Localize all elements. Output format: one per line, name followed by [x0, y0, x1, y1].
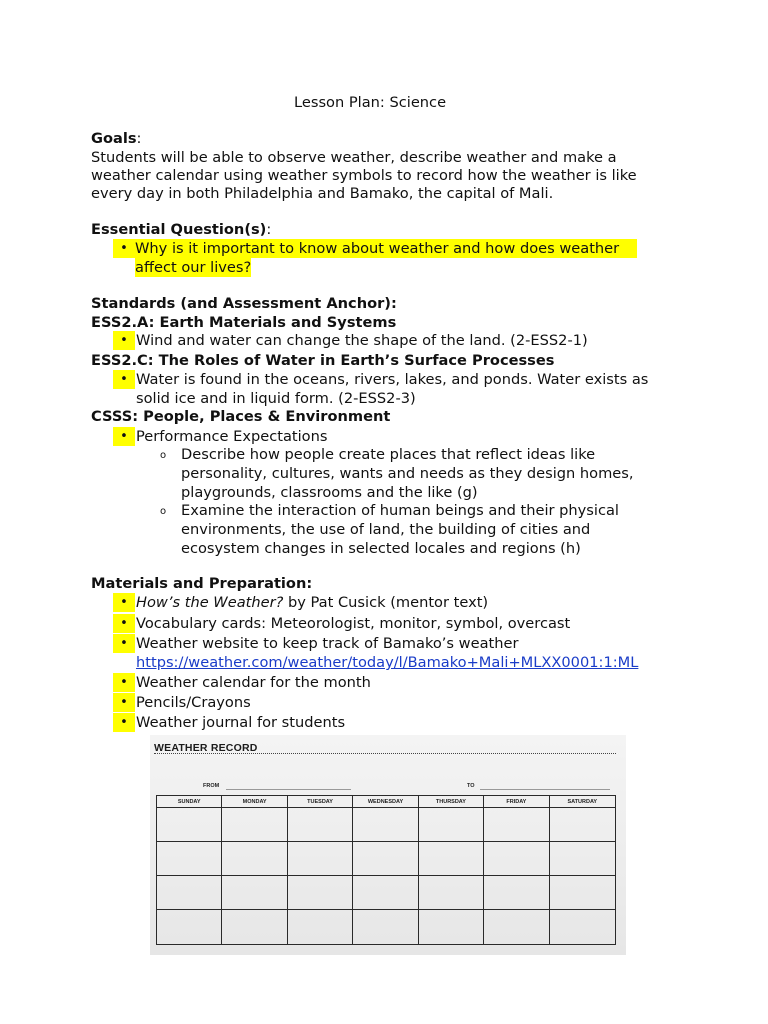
- materials-heading: Materials and Preparation:: [91, 575, 313, 592]
- bullet-icon: •: [113, 239, 135, 258]
- csss-bullet: Performance Expectations: [136, 428, 328, 445]
- ess2c-bullet-line: solid ice and in liquid form. (2-ESS2-3): [136, 390, 416, 407]
- calendar-cell: [484, 910, 549, 944]
- calendar-cell: [353, 910, 418, 944]
- essential-question-line: Why is it important to know about weather and how does weather: [135, 239, 637, 258]
- day-header: THURSDAY: [419, 796, 484, 808]
- calendar-cell: [288, 842, 353, 876]
- bullet-icon: •: [113, 370, 135, 389]
- day-header: TUESDAY: [288, 796, 353, 808]
- bullet-icon: •: [113, 614, 135, 633]
- bullet-icon: •: [113, 713, 135, 732]
- material-pencils: Pencils/Crayons: [136, 694, 251, 711]
- calendar-cell: [550, 842, 615, 876]
- calendar-cell: [419, 808, 484, 842]
- calendar-cell: [484, 876, 549, 910]
- csss-sub1-line: Describe how people create places that reflect ideas like: [181, 446, 596, 463]
- calendar-cell: [550, 910, 615, 944]
- goals-heading: Goals:: [91, 130, 142, 147]
- material-journal: Weather journal for students: [136, 714, 346, 731]
- bullet-icon: •: [113, 427, 135, 446]
- calendar-cell: [222, 876, 287, 910]
- day-header: MONDAY: [222, 796, 287, 808]
- sub-bullet-icon: o: [160, 506, 167, 517]
- essential-question-line: affect our lives?: [135, 259, 252, 276]
- calendar-cell: [484, 842, 549, 876]
- calendar-cell: [353, 876, 418, 910]
- goals-text-line: every day in both Philadelphia and Bamako, the capital of Mali.: [91, 185, 554, 202]
- weather-record-image: [150, 735, 626, 955]
- from-label: FROM: [203, 783, 220, 789]
- material-website: Weather website to keep track of Bamako’s weather: [136, 635, 519, 652]
- from-line: [226, 789, 351, 790]
- bullet-icon: •: [113, 673, 135, 692]
- bullet-icon: •: [113, 693, 135, 712]
- day-header: FRIDAY: [484, 796, 549, 808]
- essential-question-heading: Essential Question(s):: [91, 221, 272, 238]
- material-vocab: Vocabulary cards: Meteorologist, monitor, symbol, overcast: [136, 615, 571, 632]
- weather-website-link[interactable]: https://weather.com/weather/today/l/Bamako+Mali+MLXX0001:1:ML: [136, 654, 639, 671]
- bullet-icon: •: [113, 593, 135, 612]
- calendar-cell: [550, 808, 615, 842]
- to-label: TO: [467, 783, 475, 789]
- csss-sub2-line: Examine the interaction of human beings and their physical: [181, 502, 619, 519]
- page-title: Lesson Plan: Science: [294, 94, 447, 111]
- ess2a-heading: ESS2.A: Earth Materials and Systems: [91, 314, 397, 331]
- calendar-cell: [550, 876, 615, 910]
- calendar-cell: [288, 808, 353, 842]
- csss-heading: CSSS: People, Places & Environment: [91, 408, 391, 425]
- calendar-grid: [156, 795, 616, 945]
- standards-heading: Standards (and Assessment Anchor):: [91, 295, 397, 312]
- calendar-cell: [419, 842, 484, 876]
- csss-sub1-line: personality, cultures, wants and needs as they design homes,: [181, 465, 634, 482]
- csss-sub2-line: ecosystem changes in selected locales and regions (h): [181, 540, 581, 557]
- material-book: How’s the Weather? by Pat Cusick (mentor text): [136, 594, 489, 611]
- calendar-cell: [288, 910, 353, 944]
- weather-record-title: WEATHER RECORD: [154, 742, 258, 754]
- calendar-cell: [157, 842, 222, 876]
- ess2c-bullet-line: Water is found in the oceans, rivers, lakes, and ponds. Water exists as: [136, 371, 649, 388]
- day-header: SUNDAY: [157, 796, 222, 808]
- calendar-cell: [353, 808, 418, 842]
- ess2a-bullet: Wind and water can change the shape of the land. (2-ESS2-1): [136, 332, 588, 349]
- calendar-cell: [484, 808, 549, 842]
- calendar-cell: [157, 910, 222, 944]
- dotted-divider: [154, 753, 616, 754]
- calendar-cell: [288, 876, 353, 910]
- day-header: WEDNESDAY: [353, 796, 418, 808]
- calendar-cell: [419, 876, 484, 910]
- calendar-cell: [157, 808, 222, 842]
- bullet-icon: •: [113, 331, 135, 350]
- csss-sub1-line: playgrounds, classrooms and the like (g): [181, 484, 478, 501]
- material-calendar: Weather calendar for the month: [136, 674, 371, 691]
- calendar-cell: [222, 808, 287, 842]
- calendar-cell: [157, 876, 222, 910]
- bullet-icon: •: [113, 634, 135, 653]
- calendar-cell: [222, 842, 287, 876]
- goals-text-line: Students will be able to observe weather, describe weather and make a: [91, 149, 617, 166]
- goals-text-line: weather calendar using weather symbols to record how the weather is like: [91, 167, 637, 184]
- to-line: [480, 789, 610, 790]
- day-header: SATURDAY: [550, 796, 615, 808]
- calendar-cell: [353, 842, 418, 876]
- csss-sub2-line: environments, the use of land, the building of cities and: [181, 521, 591, 538]
- calendar-cell: [419, 910, 484, 944]
- calendar-cell: [222, 910, 287, 944]
- sub-bullet-icon: o: [160, 450, 167, 461]
- ess2c-heading: ESS2.C: The Roles of Water in Earth’s Surface Processes: [91, 352, 555, 369]
